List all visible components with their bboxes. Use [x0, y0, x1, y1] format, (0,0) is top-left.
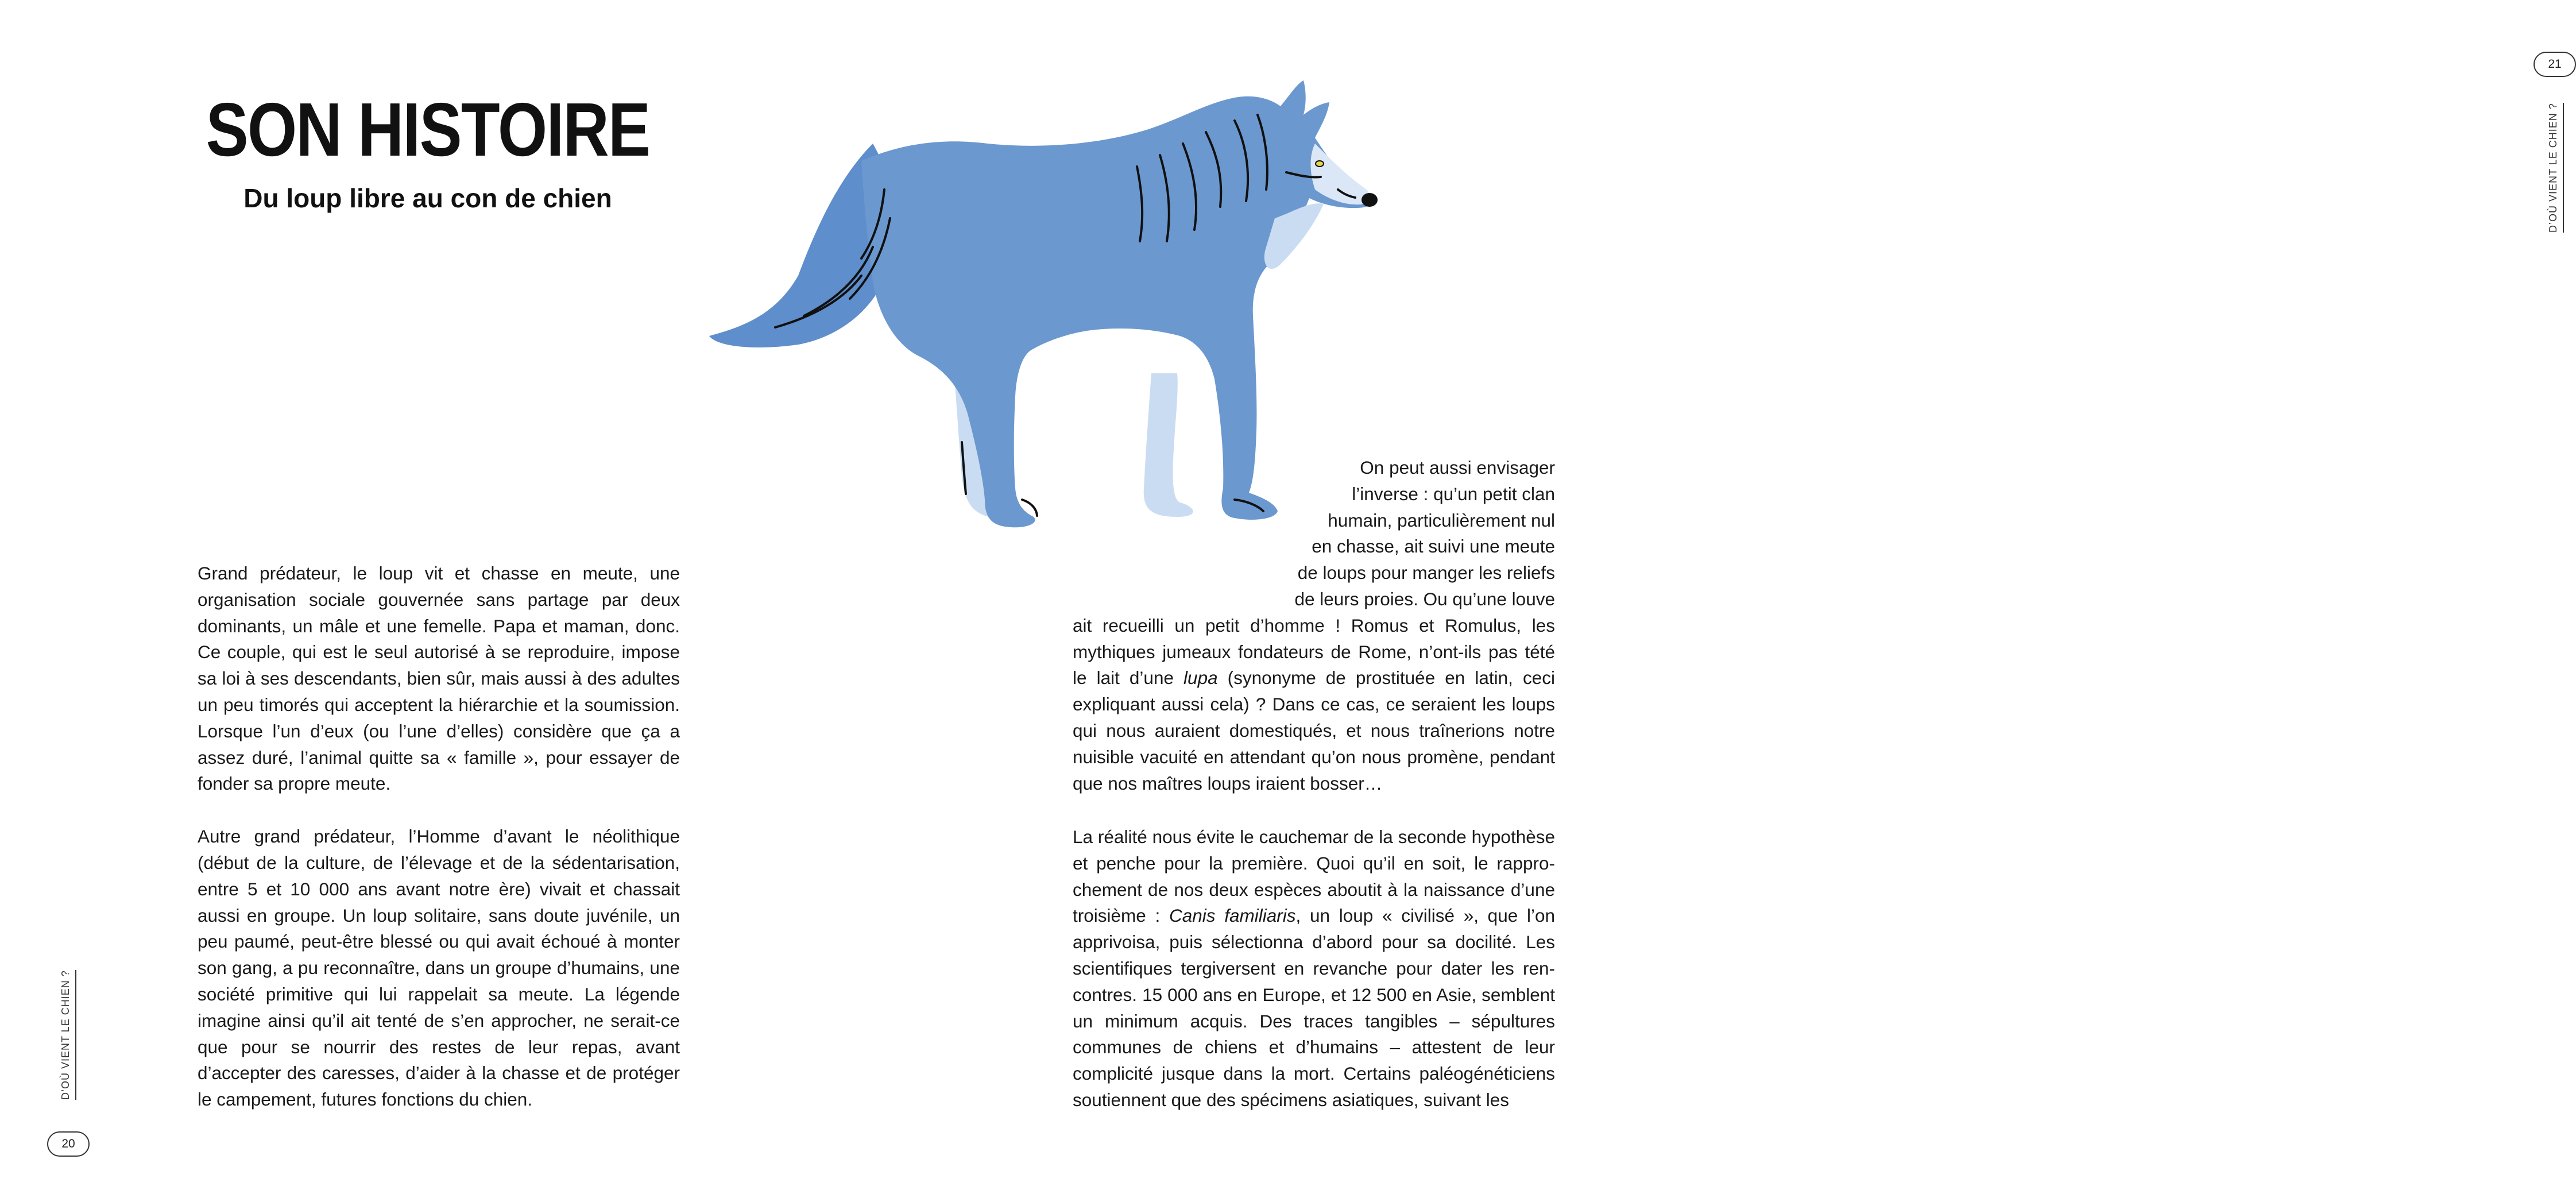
paragraph: Grand prédateur, le loup vit et chasse en meute, une organisation sociale gouvernée sans partage par deux dominants, un mâle et une femelle. Papa et maman, donc. Ce couple, qui est le seul autorisé à se reproduire, impose sa loi à ses descendants, bien sûr, mais aussi à des adultes un peu timorés qui acceptent la hiérarchie et la soumission. Lorsque l’un d’eux (ou l’une d’elles) considère que ça a assez duré, l’animal quitte sa « famille », pour essayer de fonder sa propre meute.: [198, 563, 680, 794]
page-number: 21: [2534, 52, 2576, 77]
page-subtitle: Du loup libre au con de chien: [243, 183, 612, 213]
text-run: ait recueilli un petit d’homme ! Romus et Romulus, les mythiques jumeaux fondateurs de Rome, n’ont-ils pas tété le lait d’une: [1073, 615, 1555, 689]
wolf-nose: [1362, 193, 1378, 207]
italic-term: lupa: [1183, 667, 1218, 689]
running-head: D’OÙ VIENT LE CHIEN ?: [60, 970, 76, 1100]
text-line: l’inverse : qu’un petit clan: [1352, 483, 1555, 504]
text-line: humain, particulièrement nul: [1328, 509, 1555, 531]
page-number: 20: [47, 1131, 90, 1157]
page-title: SON HISTOIRE: [206, 87, 650, 172]
right-column-paragraph-1: [1073, 455, 1555, 797]
text-run: , un loup « civilisé », que l’on apprivoisa, puis sélectionna d’abord pour sa docilité. Les scientifiques tergiversent en revanche pour dater les rencontres. 15 000 ans en Europe, et 12 500 en Asie, semblent un minimum acquis. Des traces tangibles – sépultures communes de chiens et d’humains – attestent de leur complicité jusque dans la mort. Certains paléogénéticiens soutiennent que des spécimens asiatiques, suivant les: [1073, 905, 1555, 1110]
paragraph: Autre grand prédateur, l’Homme d’avant le néolithique (début de la culture, de l’élevage et de la sédentarisation, entre 5 et 10 000 ans avant notre ère) vivait et chassait aussi en groupe. Un loup solitaire, sans doute juvénile, un peu paumé, peut-être blessé ou qui avait échoué à monter son gang, a pu reconnaître, dans un groupe d’humains, une société primitive qui lui rappelait sa meute. La légende imagine ainsi qu’il ait tenté de s’en approcher, ne serait-ce que pour se nourrir des restes de leur repas, avant d’accepter des caresses, d’aider à la chasse et de protéger le campement, futures fonctions du chien.: [198, 826, 680, 1110]
left-column-text: [198, 561, 680, 1113]
text-line: en chasse, ait suivi une meute: [1312, 536, 1555, 557]
text-line: On peut aussi envisager: [1360, 457, 1555, 478]
text-run: (synonyme de prostituée en latin, ceci expliquant aussi cela) ? Dans ce cas, ce seraient les loups qui nous auraient domestiqués, et nous traînerions notre nuisible vacuité en attendant qu’on nous promène, pendant que nos maîtres loups iraient bosser…: [1073, 667, 1555, 794]
text-line: de loups pour manger les reliefs: [1297, 562, 1555, 584]
right-column-paragraph-2: [1073, 824, 1555, 1114]
paragraph: [1073, 824, 1555, 1114]
text-run: La réalité nous évite le cauchemar de la seconde hypothèse et penche pour la première. Quoi qu’il en soit, le rapprochement de nos deux espèces aboutit à la naissance d’une troisième :: [1073, 826, 1555, 926]
italic-term: Canis familiaris: [1169, 905, 1296, 926]
running-head: D’OÙ VIENT LE CHIEN ?: [2547, 103, 2564, 233]
paragraph-continuation: [1073, 613, 1555, 797]
text-line: de leurs proies. Ou qu’une louve: [1294, 588, 1555, 609]
wolf-eye: [1316, 161, 1324, 167]
